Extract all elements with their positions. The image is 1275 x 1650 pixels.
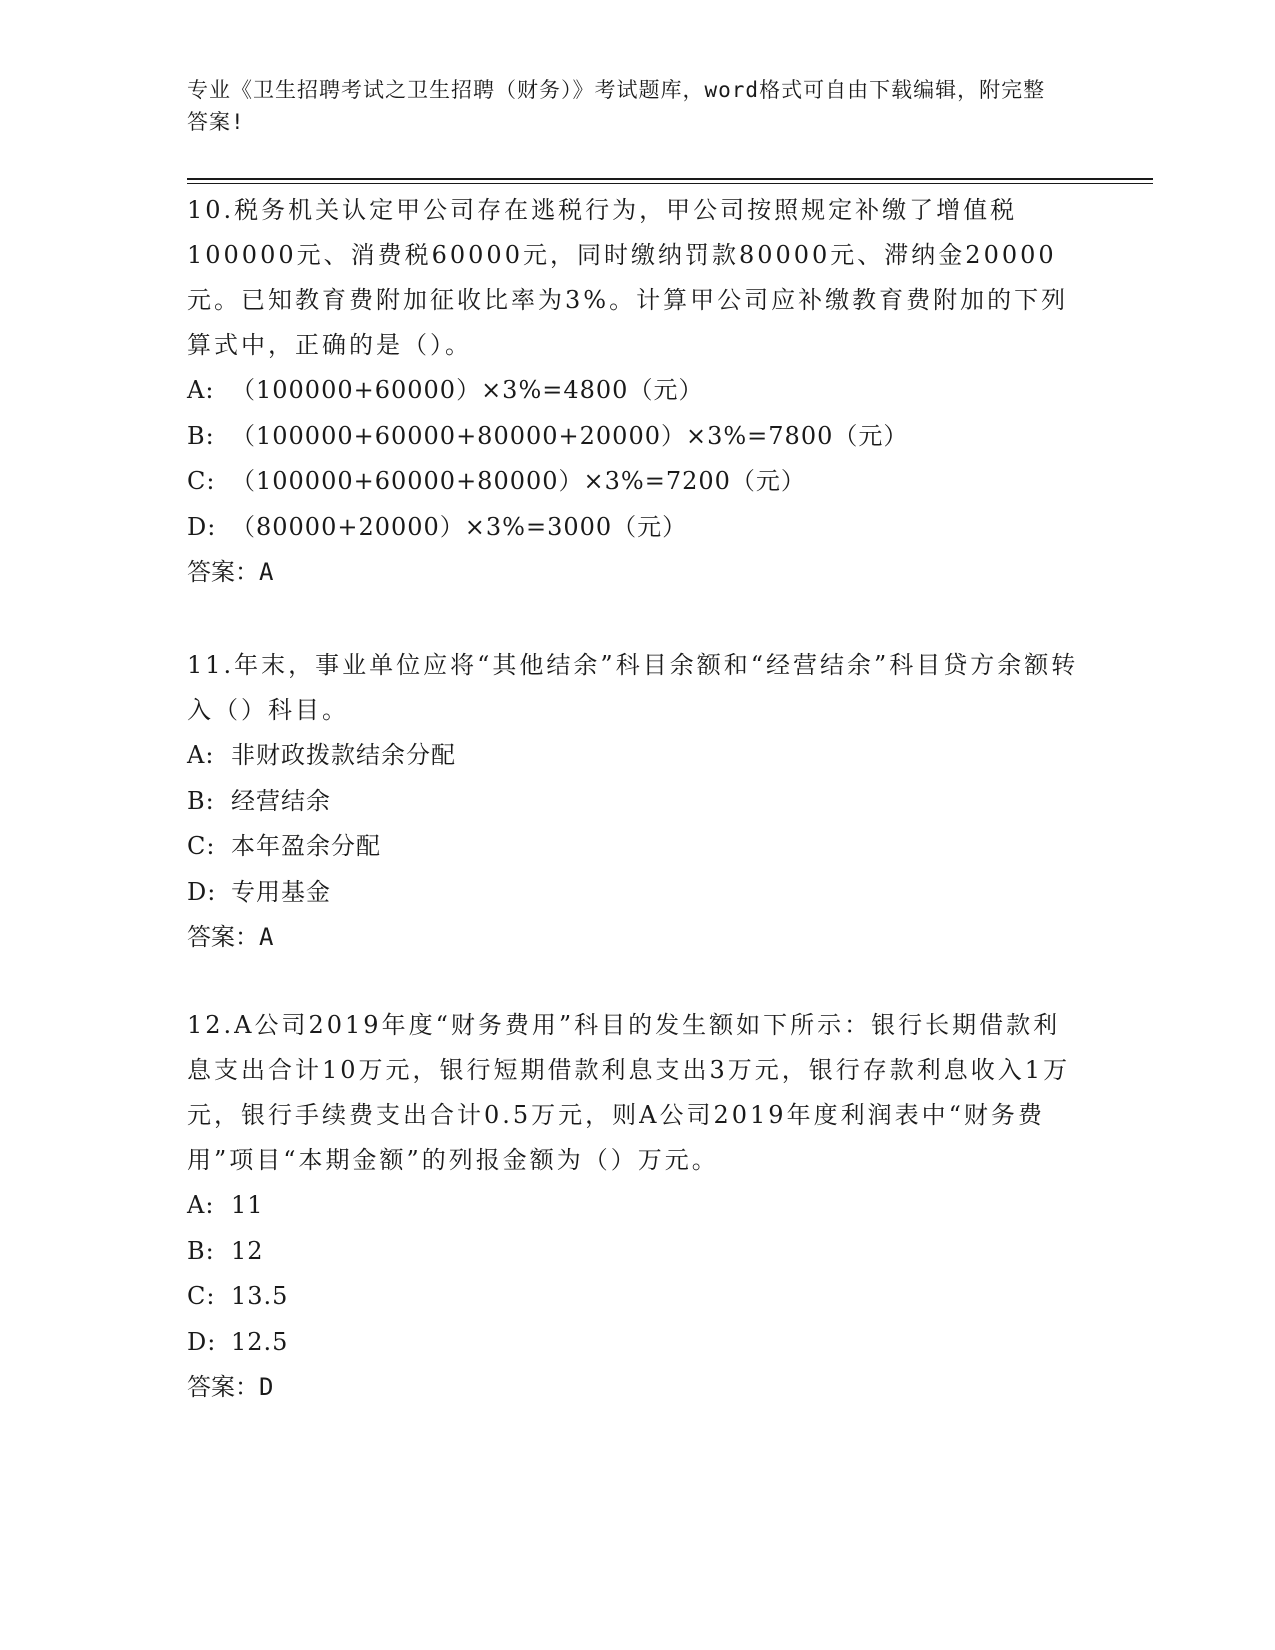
option-d (187, 505, 1087, 551)
option-a (187, 1183, 1087, 1229)
option-letter: B: (187, 786, 215, 815)
question-stem: 12.A公司2019年度“财务费用”科目的发生额如下所示：银行长期借款利息支出合计10万元，银行短期借款利息支出3万元，银行存款利息收入1万元，银行手续费支出合计0.5万元，则A公司2019年度利润表中“财务费用”项目“本期金额”的列报金额为（）万元。 (187, 1011, 1071, 1174)
option-text: 非财政拨款结余分配 (231, 741, 456, 769)
option-text: 13.5 (231, 1282, 289, 1310)
question-11 (187, 643, 1087, 960)
option-a (187, 733, 1087, 779)
question-stem: 11.年末，事业单位应将“其他结余”科目余额和“经营结余”科目贷方余额转入（）科目。 (187, 651, 1079, 724)
header-divider (187, 178, 1153, 180)
option-text: （80000+20000）×3%=3000（元） (231, 512, 688, 541)
option-text: 12 (231, 1236, 264, 1265)
option-letter: A: (187, 741, 215, 769)
option-text: （100000+60000）×3%=4800（元） (231, 376, 704, 404)
header-note: 专业《卫生招聘考试之卫生招聘（财务）》考试题库，word格式可自由下载编辑，附完整答案! (187, 78, 1046, 134)
option-letter: A: (187, 376, 215, 404)
option-text: 经营结余 (231, 786, 331, 815)
question-10 (187, 188, 1087, 595)
option-text: （100000+60000+80000+20000）×3%=7800（元） (231, 421, 909, 450)
option-d (187, 1320, 1087, 1366)
option-letter: D: (187, 877, 217, 906)
option-b (187, 779, 1087, 825)
question-12 (187, 1003, 1087, 1410)
answer-text: 答案：A (187, 558, 274, 586)
option-c (187, 1274, 1087, 1320)
option-letter: B: (187, 1236, 215, 1265)
option-text: 11 (231, 1191, 264, 1219)
option-b (187, 1229, 1087, 1275)
option-letter: C: (187, 832, 216, 860)
option-letter: C: (187, 1282, 216, 1310)
option-letter: C: (187, 467, 216, 495)
option-b (187, 414, 1087, 460)
header-divider-thin (187, 183, 1153, 184)
option-letter: D: (187, 512, 217, 541)
option-a (187, 368, 1087, 414)
option-letter: B: (187, 421, 215, 450)
option-text: 本年盈余分配 (231, 832, 381, 860)
answer-text: 答案：A (187, 923, 274, 951)
question-stem: 10.税务机关认定甲公司存在逃税行为，甲公司按照规定补缴了增值税100000元、消费税60000元，同时缴纳罚款80000元、滞纳金20000元。已知教育费附加征收比率为3%。计算甲公司应补缴教育费附加的下列算式中，正确的是（）。 (187, 196, 1069, 359)
option-letter: D: (187, 1327, 217, 1356)
option-d (187, 870, 1087, 916)
option-text: （100000+60000+80000）×3%=7200（元） (231, 467, 806, 495)
option-c (187, 824, 1087, 870)
option-text: 12.5 (231, 1327, 289, 1356)
option-c (187, 459, 1087, 505)
answer-text: 答案：D (187, 1373, 274, 1401)
option-text: 专用基金 (231, 877, 331, 906)
option-letter: A: (187, 1191, 215, 1219)
